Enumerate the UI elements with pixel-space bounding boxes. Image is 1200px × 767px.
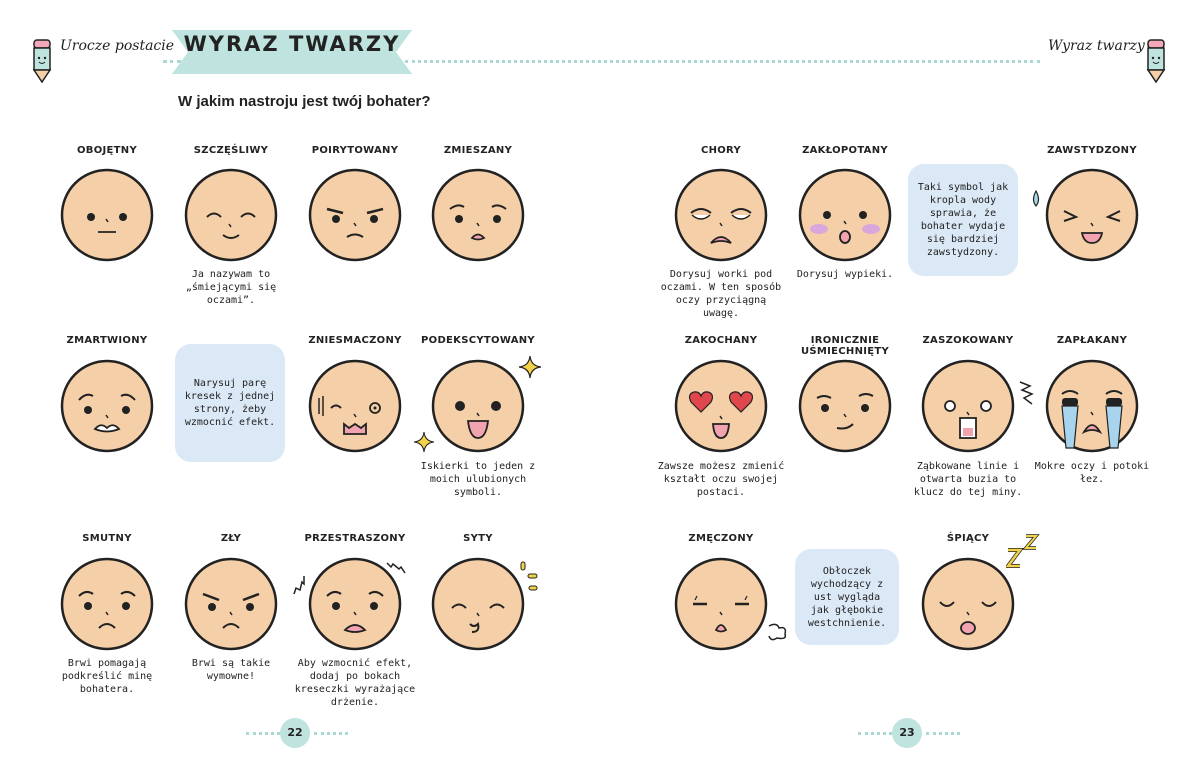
expression-label: ZAKŁOPOTANY <box>802 145 888 156</box>
face-poirytowany <box>307 167 403 263</box>
expression-caption: Ząbkowane linie i otwarta buzia to klucz do tej miny. <box>913 461 1023 498</box>
face-spiacy <box>920 556 1016 652</box>
header-left-title: Urocze postacie <box>60 38 175 54</box>
expression-label: ZNIESMACZONY <box>308 335 402 346</box>
expression-label: ZAWSTYDZONY <box>1047 145 1137 156</box>
expression-caption: Iskierki to jeden z moich ulubionych symboli. <box>420 461 536 498</box>
subtitle: W jakim nastroju jest twój bohater? <box>178 93 431 110</box>
face-zmieszany <box>430 167 526 263</box>
expression-label: ZAPŁAKANY <box>1056 335 1128 346</box>
header-right-title: Wyraz twarzy <box>1048 38 1145 54</box>
expression-label: ZMARTWIONY <box>66 335 148 346</box>
expression-label: IRONICZNIE UŚMIECHNIĘTY <box>800 335 890 357</box>
expression-label: ZMIESZANY <box>443 145 513 156</box>
pencil-icon <box>30 38 54 84</box>
expression-caption: Dorysuj wypieki. <box>796 269 894 280</box>
face-zniesmaczony <box>307 358 403 454</box>
page-number: 22 <box>280 718 310 748</box>
expression-caption: Ja nazywam to „śmiejącymi się oczami”. <box>185 269 277 306</box>
expression-label: POIRYTOWANY <box>311 145 399 156</box>
expression-label: OBOJĘTNY <box>76 145 137 156</box>
face-zaplakany <box>1044 358 1140 454</box>
expression-label: ZMĘCZONY <box>688 533 754 544</box>
tip-note: Taki symbol jak kropla wody sprawia, że bohater wydaje się bardziej zawstydzony. <box>908 164 1018 276</box>
expression-caption: Brwi pomagają podkreślić minę bohatera. <box>61 658 153 695</box>
expression-label: ŚPIĄCY <box>946 533 990 544</box>
tremble-lines-icon <box>292 574 306 600</box>
face-podekscytowany <box>430 358 526 454</box>
expression-label: CHORY <box>700 145 742 156</box>
expression-caption: Dorysuj worki pod oczami. W ten sposób oczy przyciągną uwagę. <box>660 269 782 319</box>
expression-label: SZCZĘŚLIWY <box>193 145 269 156</box>
tip-note: Obłoczek wychodzący z ust wygląda jak głębokie westchnienie. <box>795 549 899 645</box>
face-obojetny <box>59 167 155 263</box>
page-title: WYRAZ TWARZY <box>183 32 401 56</box>
water-drop-icon <box>1030 190 1042 212</box>
face-przestraszony <box>307 556 403 652</box>
face-ironicznie-usmiechniety <box>797 358 893 454</box>
expression-label: ZAKOCHANY <box>684 335 758 346</box>
face-syty <box>430 556 526 652</box>
tip-note: Narysuj parę kresek z jednej strony, żeby wzmocnić efekt. <box>175 344 285 462</box>
expression-caption: Aby wzmocnić efekt, dodaj po bokach kreseczki wyrażające drżenie. <box>294 658 416 708</box>
face-zmartwiony <box>59 358 155 454</box>
face-zly <box>183 556 279 652</box>
face-zmeczony <box>673 556 769 652</box>
expression-caption: Zawsze możesz zmienić kształt oczu swojej postaci. <box>657 461 785 498</box>
face-smutny <box>59 556 155 652</box>
expression-label: SMUTNY <box>82 533 132 544</box>
expression-label: PODEKSCYTOWANY <box>421 335 535 346</box>
face-szczesliwy <box>183 167 279 263</box>
expression-label: SYTY <box>463 533 493 544</box>
expression-caption: Brwi są takie wymowne! <box>191 658 271 682</box>
face-chory <box>673 167 769 263</box>
pencil-icon <box>1144 38 1168 84</box>
page-number: 23 <box>892 718 922 748</box>
title-banner <box>172 22 412 82</box>
face-zawstydzony <box>1044 167 1140 263</box>
face-zaklopotany <box>797 167 893 263</box>
expression-label: PRZESTRASZONY <box>304 533 406 544</box>
face-zaszokowany <box>920 358 1016 454</box>
expression-label: ZŁY <box>220 533 242 544</box>
expression-caption: Mokre oczy i potoki łez. <box>1034 461 1150 485</box>
sigh-cloud-icon <box>765 622 789 646</box>
face-zakochany <box>673 358 769 454</box>
expression-label: ZASZOKOWANY <box>922 335 1014 346</box>
zigzag-lines-icon <box>1018 380 1034 412</box>
